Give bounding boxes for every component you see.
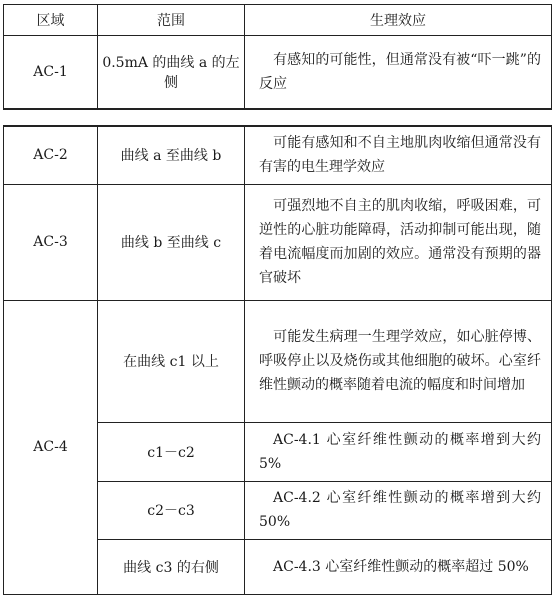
zone-cell: AC-3	[4, 184, 98, 300]
range-cell: 曲线 b 至曲线 c	[98, 184, 245, 300]
range-cell: 0.5mA 的曲线 a 的左侧	[98, 36, 245, 109]
effect-text: AC-4.2 心室纤维性颤动的概率增到大约 50%	[259, 490, 541, 530]
table-row	[4, 36, 552, 109]
zone-cell: AC-1	[4, 36, 98, 109]
header-effect: 生理效应	[245, 5, 552, 36]
table-row	[4, 300, 552, 422]
effect-cell	[245, 36, 552, 109]
effect-text: 可能有感知和不自主地肌肉收缩但通常没有有害的电生理学效应	[259, 135, 541, 176]
range-cell: 在曲线 c1 以上	[98, 300, 245, 422]
effect-text: 有感知的可能性，但通常没有被“吓一跳”的反应	[259, 51, 541, 92]
effect-text: 可能发生病理一生理学效应，如心脏停博、呼吸停止以及烧伤或其他细胞的破坏。心室纤维性颤动的概率随着电流的幅度和时间增加	[259, 329, 541, 393]
table-row	[4, 184, 552, 300]
effect-cell	[245, 126, 552, 184]
effect-cell	[245, 481, 552, 539]
effects-table-part-2	[3, 125, 552, 595]
effect-cell	[245, 184, 552, 300]
range-cell: 曲线 c3 的右侧	[98, 539, 245, 594]
header-range: 范围	[98, 5, 245, 36]
zone-cell: AC-4	[4, 300, 98, 594]
effect-text: AC-4.3 心室纤维性颤动的概率超过 50%	[273, 558, 529, 575]
effect-cell	[245, 539, 552, 594]
effect-cell	[245, 300, 552, 422]
table-row	[4, 126, 552, 184]
range-cell: 曲线 a 至曲线 b	[98, 126, 245, 184]
zone-cell: AC-2	[4, 126, 98, 184]
effect-text: AC-4.1 心室纤维性颤动的概率增到大约 5%	[259, 431, 541, 472]
range-cell: c1－c2	[98, 422, 245, 481]
header-row	[4, 5, 552, 36]
page-gap	[0, 111, 554, 123]
effect-cell	[245, 422, 552, 481]
effects-table-part-1	[3, 4, 552, 110]
effect-text: 可强烈地不自主的肌肉收缩，呼吸困难，可逆性的心脏功能障碍，活动抑制可能出现，随着电流幅度而加剧的效应。通常没有预期的器官破坏	[259, 198, 541, 286]
header-zone: 区域	[4, 5, 98, 36]
range-cell: c2－c3	[98, 481, 245, 539]
